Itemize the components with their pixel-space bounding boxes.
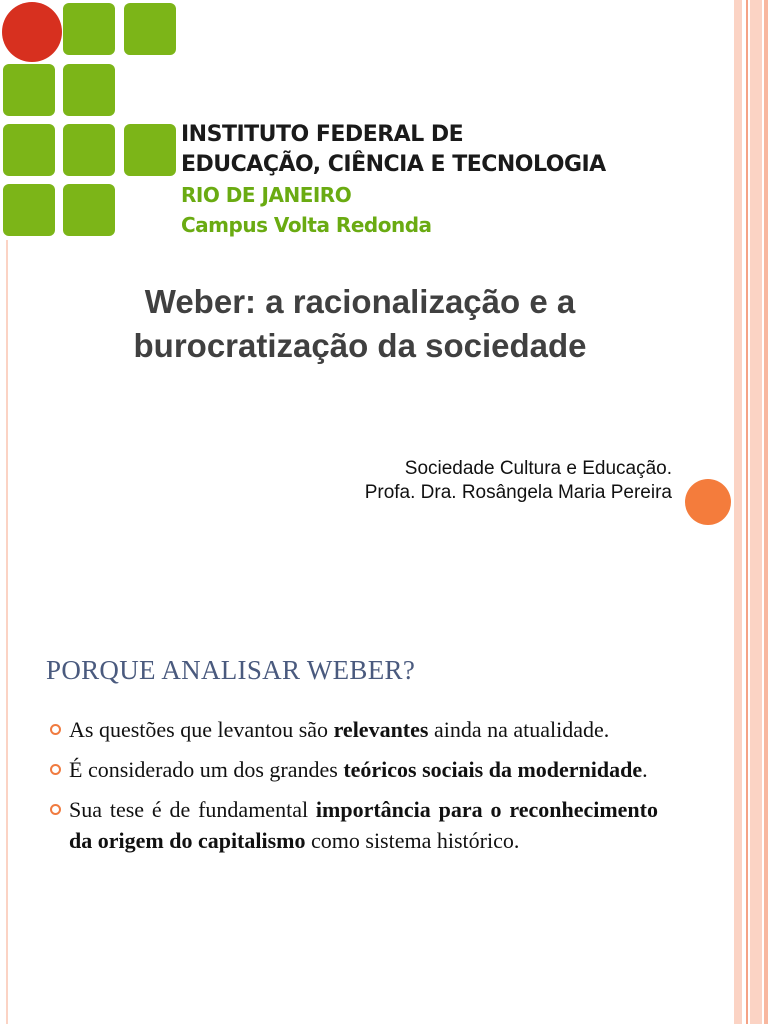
bullet-item: As questões que levantou são relevantes ainda na atualidade. — [48, 714, 658, 745]
subtitle-course: Sociedade Cultura e Educação. — [404, 458, 672, 479]
content-slide — [0, 512, 768, 1024]
institute-line-1: INSTITUTO FEDERAL DE — [181, 122, 464, 147]
institute-line-2: EDUCAÇÃO, CIÊNCIA E TECNOLOGIA — [181, 152, 606, 177]
logo-red-circle — [2, 2, 62, 62]
slide-title-line-2: burocratização da sociedade — [133, 327, 587, 364]
institute-line-4: Campus Volta Redonda — [181, 213, 432, 237]
subtitle-professor: Profa. Dra. Rosângela Maria Pereira — [364, 482, 672, 503]
slide-subtitle — [365, 457, 672, 505]
bullet-circle-icon — [50, 764, 61, 775]
left-decorative-line — [6, 512, 8, 1024]
left-decorative-line — [6, 240, 8, 512]
bullet-circle-icon — [50, 804, 61, 815]
orange-accent-circle — [685, 479, 731, 525]
decorative-stripes — [734, 512, 768, 1024]
bullet-item: É considerado um dos grandes teóricos sociais da modernidade. — [48, 754, 658, 785]
slide-title — [40, 280, 680, 368]
institute-name — [181, 120, 621, 240]
institute-line-3: RIO DE JANEIRO — [181, 183, 352, 207]
slide-title-line-1: Weber: a racionalização e a — [144, 283, 576, 320]
bullet-circle-icon — [50, 724, 61, 735]
decorative-stripes — [734, 0, 768, 512]
bullet-item: Sua tese é de fundamental importância para o reconhecimento da origem do capitalismo como sistema histórico. — [48, 794, 658, 856]
institute-logo — [0, 0, 180, 240]
bullet-list — [48, 714, 658, 865]
section-heading: PORQUE ANALISAR WEBER? — [46, 655, 416, 685]
